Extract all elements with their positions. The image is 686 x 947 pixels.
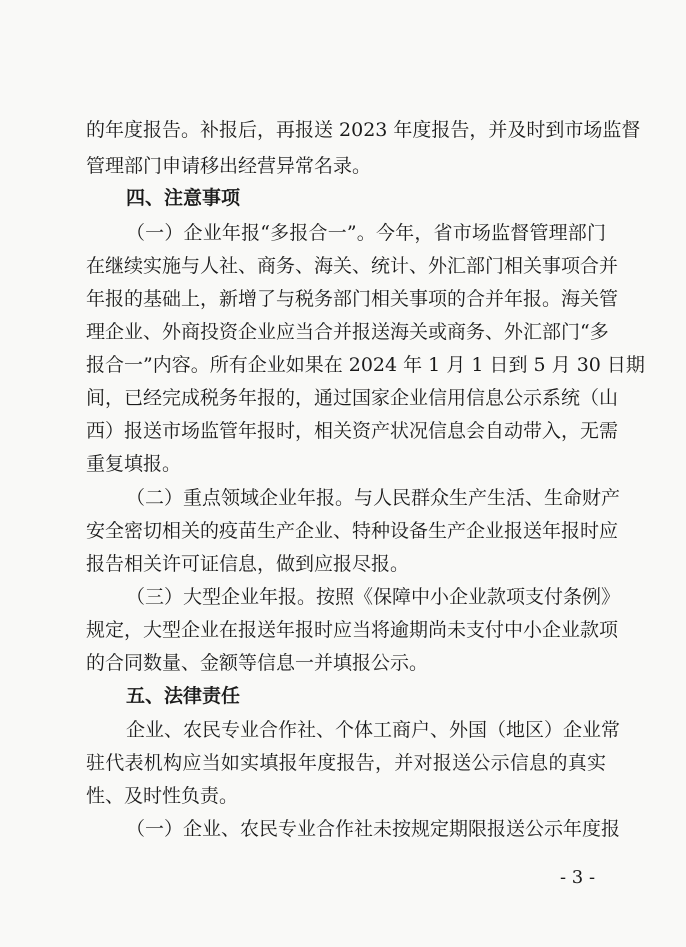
- body-line: 规定，大型企业在报送年报时应当将逾期尚未支付中小企业款项: [86, 619, 619, 641]
- body-line: （一）企业、农民专业合作社未按规定期限报送公示年度报: [126, 818, 621, 840]
- body-line: 驻代表机构应当如实填报年度报告，并对报送公示信息的真实: [86, 752, 606, 774]
- page-number: - 3 -: [560, 867, 596, 888]
- section-heading: 四、注意事项: [126, 187, 241, 209]
- body-line: 性、及时性负责。: [86, 785, 239, 807]
- body-line: （二）重点领域企业年报。与人民群众生产生活、生命财产: [126, 487, 621, 509]
- body-line: 年报的基础上，新增了与税务部门相关事项的合并年报。海关管: [86, 288, 619, 310]
- body-line: 管理部门申请移出经营异常名录。: [86, 155, 372, 177]
- body-line: 间，已经完成税务年报的，通过国家企业信用信息公示系统（山: [86, 387, 619, 409]
- body-line: 的年度报告。补报后，再报送 2023 年度报告，并及时到市场监督: [86, 119, 641, 141]
- body-line: 西）报送市场监管年报时，相关资产状况信息会自动带入，无需: [86, 420, 619, 442]
- body-line: 企业、农民专业合作社、个体工商户、外国（地区）企业常: [126, 719, 621, 741]
- body-line: 报告相关许可证信息，做到应报尽报。: [86, 553, 410, 575]
- body-line: 报合一”内容。所有企业如果在 2024 年 1 月 1 日到 5 月 30 日期: [86, 354, 645, 376]
- section-heading: 五、法律责任: [126, 685, 241, 707]
- body-line: 的合同数量、金额等信息一并填报公示。: [86, 652, 429, 674]
- body-line: 在继续实施与人社、商务、海关、统计、外汇部门相关事项合并: [86, 255, 619, 277]
- body-line: 重复填报。: [86, 453, 182, 475]
- body-line: （一）企业年报“多报合一”。今年，省市场监督管理部门: [126, 222, 606, 244]
- body-line: 理企业、外商投资企业应当合并报送海关或商务、外汇部门“多: [86, 321, 609, 343]
- body-line: 安全密切相关的疫苗生产企业、特种设备生产企业报送年报时应: [86, 520, 619, 542]
- body-line: （三）大型企业年报。按照《保障中小企业款项支付条例》: [126, 586, 621, 608]
